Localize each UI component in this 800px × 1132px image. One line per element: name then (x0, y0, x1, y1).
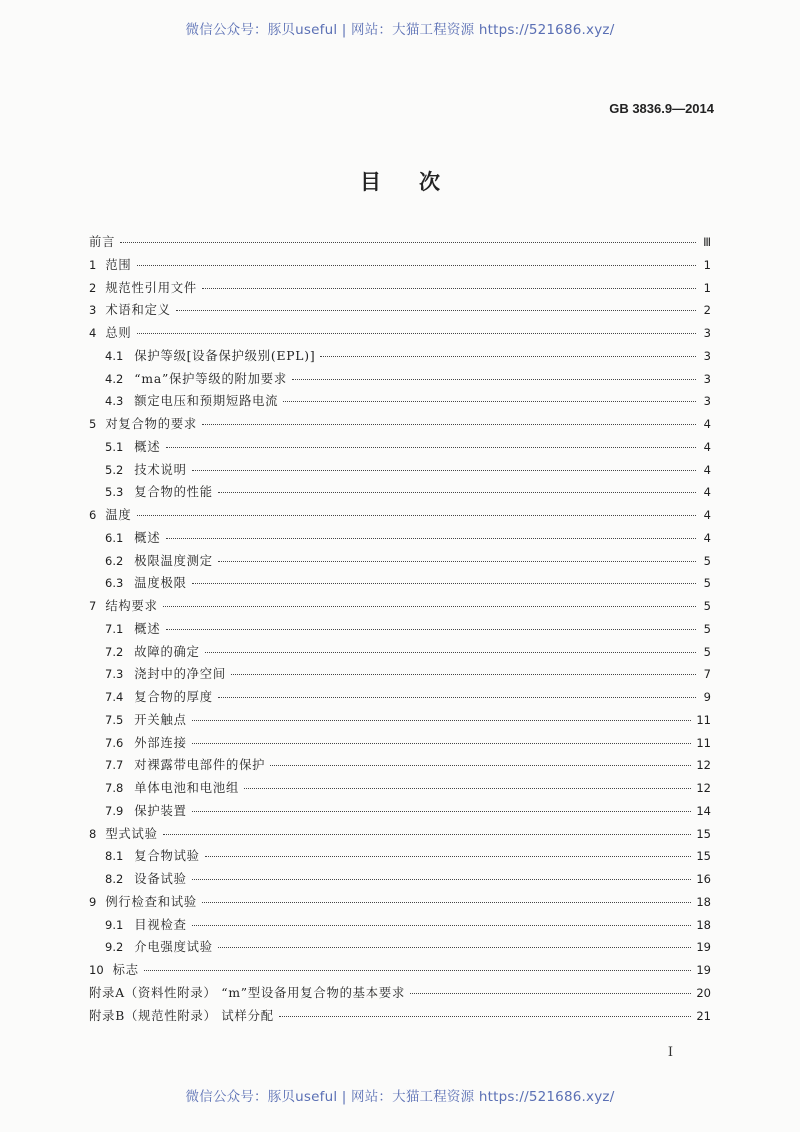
toc-entry-number: 5.2 (105, 462, 124, 477)
dot-leader (192, 719, 692, 721)
toc-entry-page: 16 (696, 872, 711, 886)
dot-leader (202, 423, 696, 425)
toc-entry-number: 5.1 (105, 439, 124, 454)
toc-entry-label: 额定电压和预期短路电流 (134, 394, 279, 409)
toc-entry-page: 4 (703, 417, 711, 431)
dot-leader (166, 628, 697, 630)
toc-entry-number: 7.7 (105, 758, 124, 773)
toc-entry-label: 附录B（规范性附录） 试样分配 (89, 1008, 274, 1023)
toc-entry-page: 12 (696, 758, 711, 773)
toc-title: 目次 (360, 170, 478, 194)
toc-entry-number: 1 (89, 257, 97, 272)
page-number: I (667, 1045, 673, 1060)
toc-entry[interactable] (89, 823, 711, 846)
dot-leader (218, 696, 696, 698)
dot-leader (176, 309, 696, 311)
toc-entry-label: 术语和定义 (105, 303, 171, 318)
toc-entry-number: 3 (89, 303, 97, 318)
toc-entry-page: 2 (703, 303, 711, 318)
toc-entry[interactable] (89, 709, 711, 732)
toc-entry-page: 12 (696, 781, 711, 795)
watermark-bottom: 微信公众号：豚贝useful | 网站：大猫工程资源 https://521686.xyz/ (185, 1089, 615, 1105)
toc-entry-number: 9.1 (105, 917, 124, 932)
toc-entry-label: 总则 (105, 326, 132, 340)
toc-entry-page: 11 (696, 712, 711, 727)
toc-entry-label: 规范性引用文件 (105, 280, 198, 295)
dot-leader (166, 446, 697, 448)
dot-leader (202, 901, 691, 903)
toc-entry-page: 18 (696, 917, 711, 932)
toc-entry-label: 保护装置 (134, 803, 187, 818)
toc-entry-label: 开关触点 (134, 712, 187, 727)
toc-entry-number: 7.1 (105, 621, 124, 636)
toc-entry[interactable] (89, 618, 711, 641)
toc-entry-label: 概述 (134, 439, 161, 454)
toc-entry-number: 8.1 (105, 849, 124, 864)
toc-entry[interactable] (89, 800, 711, 823)
dot-leader (410, 992, 691, 994)
standard-code: GB 3836.9—2014 (609, 101, 714, 116)
dot-leader (192, 924, 692, 926)
toc-entry-page: 4 (703, 508, 711, 522)
dot-leader (218, 946, 691, 948)
toc-entry-page: 9 (703, 690, 711, 704)
toc-entry-number: 10 (89, 963, 104, 977)
toc-entry-number: 6.1 (105, 530, 124, 545)
toc-entry[interactable] (89, 527, 711, 550)
toc-entry-label: 故障的确定 (134, 644, 200, 659)
dot-leader (192, 469, 696, 471)
toc-entry-number: 7.5 (105, 712, 124, 727)
toc-entry-page: 5 (703, 621, 711, 636)
toc-entry[interactable] (89, 368, 711, 391)
toc-entry-number: 9.2 (105, 940, 124, 955)
toc-entry[interactable] (89, 345, 711, 368)
toc-entry-page: 4 (703, 439, 711, 454)
toc-entry-page: 3 (703, 348, 711, 363)
toc-entry-label: 范围 (105, 257, 132, 272)
toc-entry-page: 5 (703, 599, 711, 613)
toc-entry-page: 5 (703, 644, 711, 659)
toc-entry-page: Ⅲ (703, 235, 711, 249)
toc-entry[interactable] (89, 777, 711, 800)
dot-leader (163, 605, 696, 607)
toc-entry-label: 复合物的厚度 (134, 690, 213, 704)
toc-entry[interactable] (89, 595, 711, 618)
dot-leader (205, 651, 696, 653)
toc-entry[interactable] (89, 322, 711, 345)
dot-leader (283, 400, 696, 402)
toc-entry-page: 4 (703, 462, 711, 477)
table-of-contents (89, 231, 711, 1027)
toc-entry-page: 3 (703, 394, 711, 409)
toc-entry[interactable] (89, 1005, 711, 1028)
toc-entry-label: 目视检查 (134, 917, 187, 932)
toc-entry-label: 介电强度试验 (134, 940, 213, 955)
toc-entry-page: 11 (696, 735, 711, 750)
toc-entry-label: 结构要求 (105, 599, 158, 613)
toc-entry-page: 15 (696, 826, 711, 841)
toc-entry[interactable] (89, 299, 711, 322)
toc-entry-number: 7.8 (105, 781, 124, 795)
toc-entry[interactable] (89, 754, 711, 777)
dot-leader (137, 514, 696, 516)
toc-entry-page: 1 (703, 257, 711, 272)
toc-entry-page: 5 (703, 576, 711, 591)
toc-entry-page: 7 (703, 667, 711, 682)
toc-entry[interactable] (89, 481, 711, 504)
toc-entry-page: 1 (703, 280, 711, 295)
toc-entry[interactable] (89, 459, 711, 482)
toc-entry-page: 3 (703, 326, 711, 340)
toc-entry-label: 温度极限 (134, 576, 187, 591)
toc-entry-number: 7.6 (105, 735, 124, 750)
toc-entry-page: 19 (696, 963, 711, 977)
toc-entry-label: 保护等级[设备保护级别(EPL)] (134, 348, 316, 363)
dot-leader (205, 855, 692, 857)
toc-entry-number: 4.2 (105, 371, 124, 386)
toc-entry-number: 8.2 (105, 872, 124, 886)
toc-entry-page: 15 (696, 849, 711, 864)
dot-leader (292, 378, 696, 380)
dot-leader (144, 969, 692, 971)
toc-entry[interactable] (89, 413, 711, 436)
toc-entry[interactable] (89, 641, 711, 664)
dot-leader (137, 264, 696, 266)
toc-entry-number: 7.2 (105, 644, 124, 659)
dot-leader (192, 810, 692, 812)
watermark-top: 微信公众号：豚贝useful | 网站：大猫工程资源 https://521686.xyz/ (185, 22, 615, 38)
toc-entry-label: 对复合物的要求 (105, 417, 198, 431)
dot-leader (279, 1015, 692, 1017)
toc-entry-page: 5 (703, 553, 711, 568)
dot-leader (244, 787, 691, 789)
toc-entry-label: 技术说明 (134, 462, 187, 477)
toc-entry-number: 4.1 (105, 348, 124, 363)
toc-entry-page: 20 (696, 985, 711, 1000)
toc-entry-number: 9 (89, 894, 97, 909)
dot-leader (120, 241, 696, 243)
toc-entry-label: 概述 (134, 621, 161, 636)
dot-leader (320, 355, 696, 357)
toc-entry-page: 21 (696, 1008, 711, 1023)
toc-entry-page: 3 (703, 371, 711, 386)
toc-entry[interactable] (89, 572, 711, 595)
dot-leader (270, 764, 691, 766)
toc-entry-label: 附录A（资料性附录） “m”型设备用复合物的基本要求 (89, 985, 406, 1000)
toc-entry-number: 4 (89, 326, 97, 340)
toc-entry-label: 对裸露带电部件的保护 (134, 758, 266, 773)
toc-entry[interactable] (89, 390, 711, 413)
toc-entry-number: 7.4 (105, 690, 124, 704)
toc-entry-page: 4 (703, 530, 711, 545)
toc-entry-number: 5.3 (105, 485, 124, 500)
toc-entry-label: 前言 (89, 235, 116, 249)
toc-entry[interactable] (89, 914, 711, 937)
toc-entry[interactable] (89, 686, 711, 709)
dot-leader (202, 287, 696, 289)
toc-entry-number: 7 (89, 599, 97, 613)
toc-entry-label: 浇封中的净空间 (134, 667, 226, 682)
toc-entry-label: 例行检查和试验 (105, 894, 198, 909)
toc-entry[interactable] (89, 959, 711, 982)
toc-entry-label: 温度 (105, 508, 132, 522)
toc-entry-number: 7.3 (105, 667, 124, 682)
toc-entry[interactable] (89, 936, 711, 959)
toc-entry[interactable] (89, 982, 711, 1005)
toc-entry-number: 5 (89, 417, 97, 431)
dot-leader (231, 673, 696, 675)
toc-entry-page: 18 (696, 894, 711, 909)
toc-entry[interactable] (89, 663, 711, 686)
dot-leader (192, 582, 696, 584)
toc-entry-page: 14 (696, 803, 711, 818)
toc-entry[interactable] (89, 504, 711, 527)
toc-entry-page: 4 (703, 485, 711, 500)
dot-leader (166, 537, 697, 539)
toc-entry[interactable] (89, 254, 711, 277)
toc-entry-label: 极限温度测定 (134, 553, 213, 568)
toc-entry-number: 6.3 (105, 576, 124, 591)
toc-entry[interactable] (89, 231, 711, 254)
toc-entry-label: 外部连接 (134, 735, 187, 750)
toc-entry-number: 2 (89, 280, 97, 295)
toc-entry[interactable] (89, 277, 711, 300)
toc-entry[interactable] (89, 868, 711, 891)
toc-entry-label: 型式试验 (105, 826, 158, 841)
toc-entry-label: 复合物的性能 (134, 485, 213, 500)
dot-leader (163, 833, 692, 835)
toc-entry[interactable] (89, 550, 711, 573)
toc-entry-label: 设备试验 (134, 872, 187, 886)
toc-entry[interactable] (89, 436, 711, 459)
toc-entry-number: 7.9 (105, 803, 124, 818)
toc-entry-number: 4.3 (105, 394, 124, 409)
toc-entry-label: 概述 (134, 530, 161, 545)
toc-entry[interactable] (89, 845, 711, 868)
dot-leader (137, 332, 696, 334)
toc-entry-number: 8 (89, 826, 97, 841)
toc-entry-label: 单体电池和电池组 (134, 781, 240, 795)
dot-leader (218, 560, 696, 562)
toc-entry-label: 标志 (112, 963, 139, 977)
dot-leader (192, 742, 692, 744)
toc-entry-page: 19 (696, 940, 711, 955)
toc-entry[interactable] (89, 732, 711, 755)
toc-entry-label: “ma”保护等级的附加要求 (134, 371, 287, 386)
toc-entry-number: 6.2 (105, 553, 124, 568)
toc-entry-label: 复合物试验 (134, 849, 200, 864)
toc-entry-number: 6 (89, 508, 97, 522)
dot-leader (218, 491, 696, 493)
dot-leader (192, 878, 692, 880)
toc-entry[interactable] (89, 891, 711, 914)
